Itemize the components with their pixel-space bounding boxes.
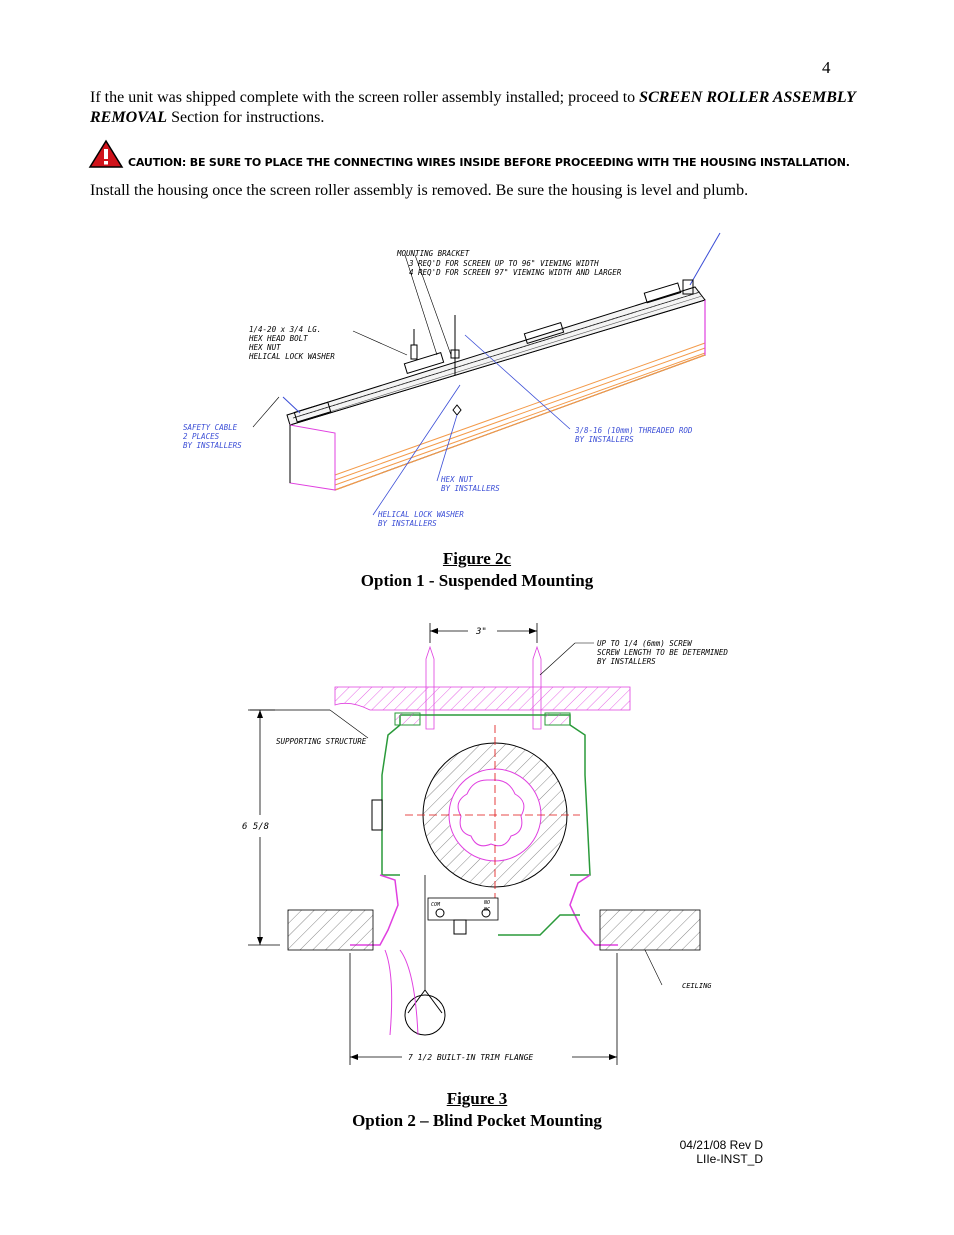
screw-label-2: SCREW LENGTH TO BE DETERMINED bbox=[597, 648, 728, 657]
bolt-label-4: HELICAL LOCK WASHER bbox=[249, 352, 335, 361]
rod-label-1: 3/8-16 (10mm) THREADED ROD bbox=[575, 426, 693, 435]
cable-label-2: 2 PLACES bbox=[183, 432, 220, 441]
figure-3-title: Option 2 – Blind Pocket Mounting bbox=[352, 1111, 602, 1130]
flange-label: 7 1/2 BUILT-IN TRIM FLANGE bbox=[408, 1053, 534, 1062]
height-label: 6 5/8 bbox=[242, 822, 270, 832]
warning-icon bbox=[88, 139, 124, 169]
bracket-label-1: MOUNTING BRACKET bbox=[397, 249, 470, 258]
figure-3-number: Figure 3 bbox=[446, 1089, 508, 1108]
footer bbox=[640, 1138, 763, 1166]
screw-label-1: UP TO 1/4 (6mm) SCREW bbox=[597, 639, 692, 648]
intro-text-1: If the unit was shipped complete with the screen roller assembly installed; proceed to bbox=[90, 89, 640, 106]
switch-no: NO bbox=[484, 900, 491, 906]
switch-nc: NC bbox=[484, 907, 491, 913]
screw-label-3: BY INSTALLERS bbox=[597, 657, 656, 666]
footer-doc-id: LIIe-INST_D bbox=[696, 1152, 763, 1166]
bolt-label-2: HEX HEAD BOLT bbox=[249, 334, 308, 343]
caution-text: CAUTION: BE SURE TO PLACE THE CONNECTING WIRES INSIDE BEFORE PROCEEDING WITH THE HOUSING INSTALLATION. bbox=[128, 156, 850, 169]
cable-label-1: SAFETY CABLE bbox=[183, 423, 238, 432]
switch-com: COM bbox=[431, 902, 441, 908]
ceiling-label: CEILING bbox=[682, 982, 712, 990]
figure-2c-number: Figure 2c bbox=[442, 549, 512, 568]
install-instruction: Install the housing once the screen roller assembly is removed. Be sure the housing is level and plumb. bbox=[90, 182, 749, 199]
intro-paragraph bbox=[90, 88, 865, 128]
structure-label: SUPPORTING STRUCTURE bbox=[276, 737, 367, 746]
figure-2c-title: Option 1 - Suspended Mounting bbox=[360, 571, 594, 590]
washer-label-1: HELICAL LOCK WASHER bbox=[378, 510, 464, 519]
bracket-label-2: 3 REQ'D FOR SCREEN UP TO 96" VIEWING WIDTH bbox=[409, 259, 599, 268]
nut-label-2: BY INSTALLERS bbox=[441, 484, 500, 493]
nut-label-1: HEX NUT bbox=[441, 475, 473, 484]
figure-3-drawing bbox=[240, 615, 750, 1075]
intro-emphasis: SCREEN ROLLER ASSEMBLY REMOVAL bbox=[90, 89, 856, 126]
washer-label-2: BY INSTALLERS bbox=[378, 519, 437, 528]
figure-3-caption bbox=[0, 1088, 954, 1132]
figure-2c-drawing bbox=[175, 225, 735, 535]
bracket-label-3: 4 REQ'D FOR SCREEN 97" VIEWING WIDTH AND LARGER bbox=[409, 268, 622, 277]
page-number: 4 bbox=[822, 58, 831, 77]
figure-2c-caption bbox=[0, 548, 954, 592]
dim-3in: 3" bbox=[476, 627, 487, 637]
footer-revision: 04/21/08 Rev D bbox=[679, 1138, 763, 1152]
cable-label-3: BY INSTALLERS bbox=[183, 441, 242, 450]
bolt-label-3: HEX NUT bbox=[249, 343, 281, 352]
bolt-label-1: 1/4-20 x 3/4 LG. bbox=[249, 325, 322, 334]
intro-text-2: Section for instructions. bbox=[167, 109, 325, 126]
rod-label-2: BY INSTALLERS bbox=[575, 435, 634, 444]
